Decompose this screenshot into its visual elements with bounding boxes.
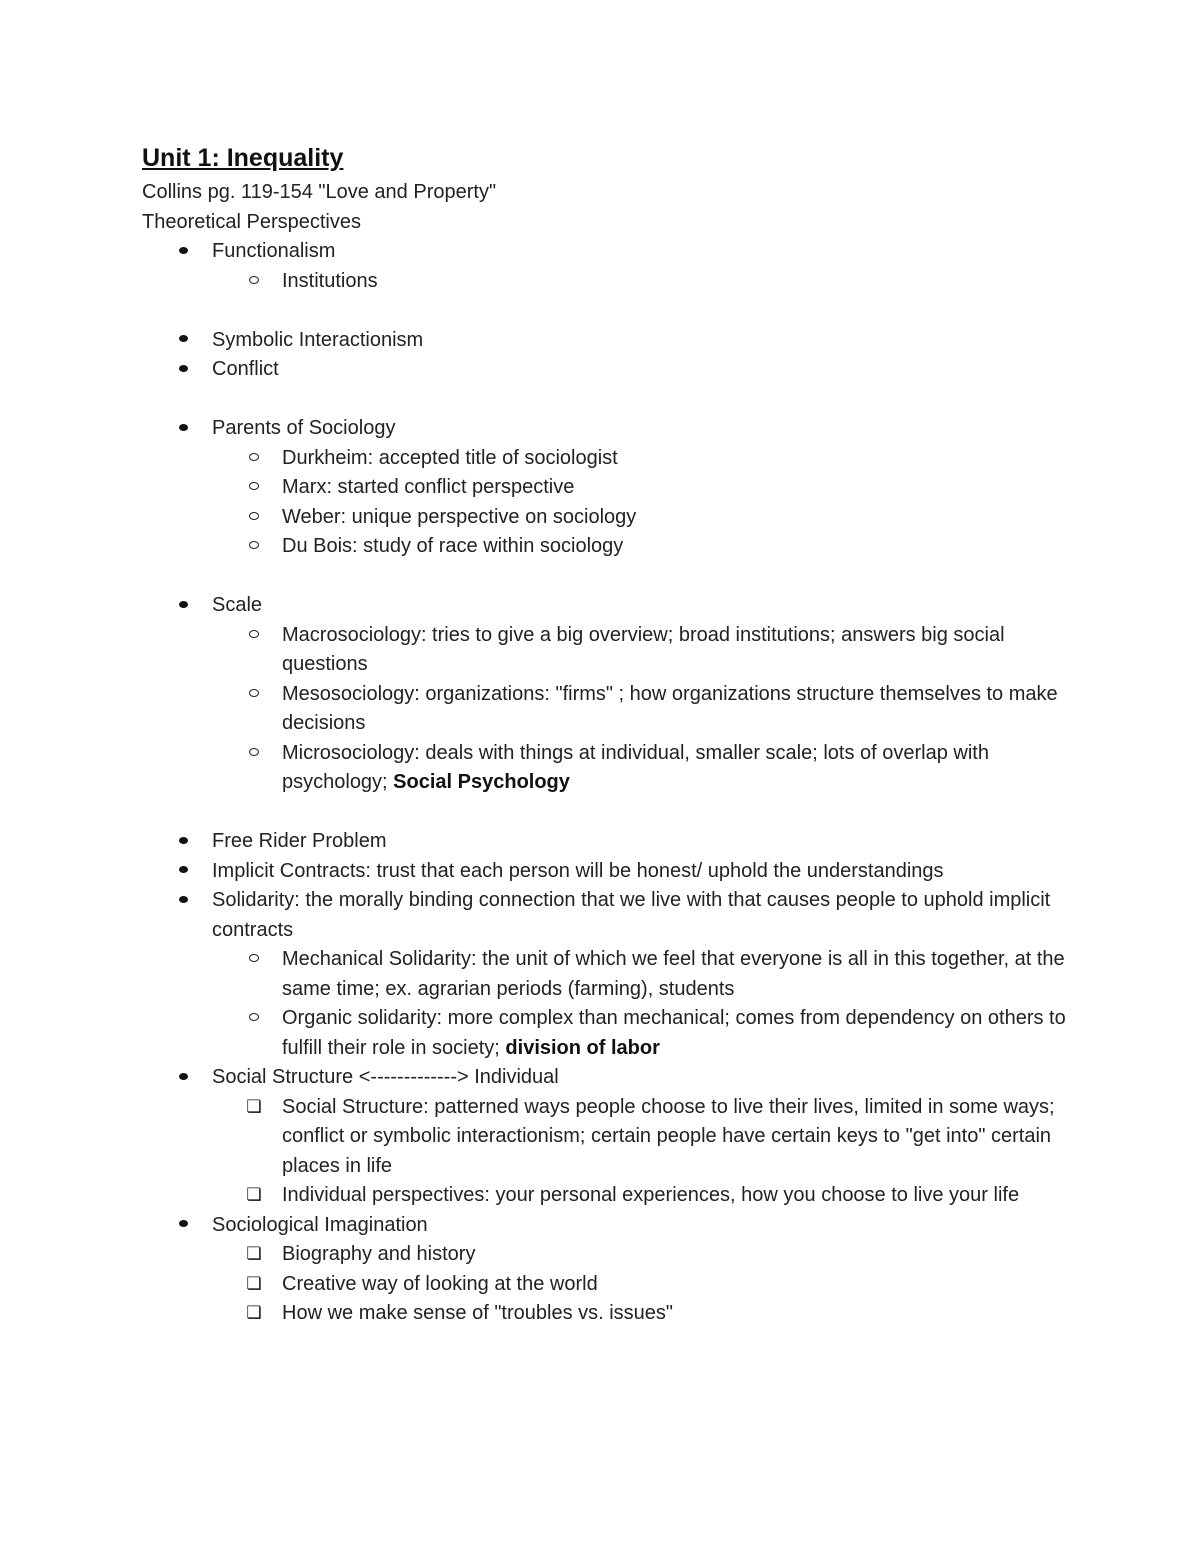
circle-bullet-icon <box>244 739 264 769</box>
document-body <box>142 138 1082 1329</box>
reading-reference: Collins pg. 119-154 "Love and Property" <box>142 181 497 203</box>
checkbox-bullet-icon: ❏ <box>246 1096 262 1117</box>
list-item: Social Structure <-------------> Individual <box>142 1063 1082 1093</box>
circle-bullet-icon <box>244 621 264 651</box>
list-item: Weber: unique perspective on sociology <box>142 503 1082 533</box>
list-item: ❏ Biography and history <box>142 1240 1082 1270</box>
list-item: Mechanical Solidarity: the unit of which we feel that everyone is all in this together, at the same time; ex. agrarian periods (farming), students <box>142 945 1082 1004</box>
checkbox-bullet-icon: ❏ <box>246 1244 262 1264</box>
bullet-icon <box>173 857 193 887</box>
bullet-icon <box>173 237 193 267</box>
list-item: ❏ Social Structure: patterned ways people choose to live their lives, limited in some ways; conflict or symbolic interactionism; certain people have certain keys to "get into" certain places in life <box>142 1093 1082 1182</box>
bullet-icon <box>173 355 193 385</box>
list-item: ❏ Creative way of looking at the world <box>142 1270 1082 1300</box>
list-item: Parents of Sociology <box>142 414 1082 444</box>
checkbox-bullet-icon: ❏ <box>246 1273 262 1294</box>
bullet-icon <box>173 1211 193 1241</box>
list-item: Free Rider Problem <box>142 827 1082 857</box>
list-item: ❏ Individual perspectives: your personal experiences, how you choose to live your life <box>142 1181 1082 1211</box>
blank-line <box>142 562 1082 592</box>
blank-line <box>142 798 1082 828</box>
bullet-icon <box>173 827 193 857</box>
list-item: Implicit Contracts: trust that each person will be honest/ uphold the understandings <box>142 857 1082 887</box>
list-item: Macrosociology: tries to give a big overview; broad institutions; answers big social questions <box>142 621 1082 680</box>
list-item: Conflict <box>142 355 1082 385</box>
list-item: Sociological Imagination <box>142 1211 1082 1241</box>
checkbox-bullet-icon: ❏ <box>246 1303 262 1323</box>
list-item: Institutions <box>142 267 1082 297</box>
circle-bullet-icon <box>244 444 264 474</box>
list-item: Microsociology: deals with things at individual, smaller scale; lots of overlap with psychology; Social Psychology <box>142 739 1082 798</box>
list-item: Solidarity: the morally binding connection that we live with that causes people to uphold implicit contracts <box>142 886 1082 945</box>
list-item: Functionalism <box>142 237 1082 267</box>
bullet-icon <box>173 1063 193 1093</box>
list-item: Scale <box>142 591 1082 621</box>
list-item: Durkheim: accepted title of sociologist <box>142 444 1082 474</box>
list-item: Mesosociology: organizations: "firms" ; how organizations structure themselves to make decisions <box>142 680 1082 739</box>
list-item: ❏ How we make sense of "troubles vs. issues" <box>142 1299 1082 1329</box>
bullet-icon <box>173 886 193 916</box>
section-heading: Theoretical Perspectives <box>142 210 361 233</box>
circle-bullet-icon <box>244 532 264 562</box>
outline-list <box>142 237 1082 1329</box>
circle-bullet-icon <box>244 1004 264 1034</box>
blank-line <box>142 385 1082 415</box>
checkbox-bullet-icon: ❏ <box>246 1185 262 1205</box>
bold-term: Social Psychology <box>393 771 570 793</box>
bold-term: division of labor <box>505 1036 660 1059</box>
list-item: Marx: started conflict perspective <box>142 473 1082 503</box>
circle-bullet-icon <box>244 503 264 533</box>
document-title: Unit 1: Inequality <box>142 144 344 172</box>
circle-bullet-icon <box>244 473 264 503</box>
bullet-icon <box>173 414 193 444</box>
bullet-icon <box>173 326 193 356</box>
list-item: Du Bois: study of race within sociology <box>142 532 1082 562</box>
bullet-icon <box>173 591 193 621</box>
list-item: Organic solidarity: more complex than mechanical; comes from dependency on others to fulfill their role in society; division of labor <box>142 1004 1082 1063</box>
circle-bullet-icon <box>244 680 264 710</box>
circle-bullet-icon <box>244 945 264 975</box>
circle-bullet-icon <box>244 267 264 297</box>
blank-line <box>142 296 1082 326</box>
list-item: Symbolic Interactionism <box>142 326 1082 356</box>
